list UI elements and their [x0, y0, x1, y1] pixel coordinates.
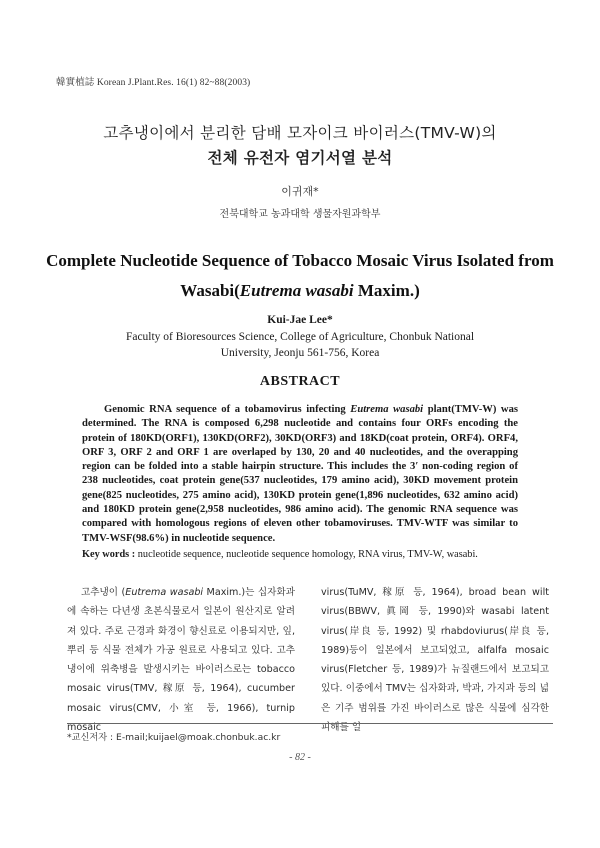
body-right-paragraph: virus(TuMV, 稼原 등, 1964), broad bean wilt virus(BBWV, 眞岡 등, 1990)와 wasabi latent virus(岸良 등, 1992) 및 rhabdoviurus(岸良 등, 1989)등이 일본에서 보고되었고, alfalfa mosaic virus(Fletcher 등, 1989)가 뉴질랜드에서 보고되고 있다. 이중에서 TMV는 십자화과, 박과, 가지과 등의 넓은 기주 범위를 가진 바이러스로 많은 식물에 심각한 피해를 일	[321, 587, 549, 734]
abstract-heading: ABSTRACT	[259, 374, 341, 389]
english-title-line2	[0, 281, 600, 301]
keywords	[82, 549, 572, 560]
korean-title-line1: 고추냉이에서 분리한 담배 모자이크 바이러스(TMV-W)의	[103, 124, 497, 142]
keywords-label: Key words :	[82, 549, 136, 560]
body-left-part1: 고추냉이 (	[81, 587, 126, 598]
body-left-species: Eutrema wasabi	[125, 587, 204, 598]
english-author: Kui-Jae Lee*	[267, 314, 333, 326]
english-title-prefix: Wasabi(	[180, 281, 240, 300]
korean-author: 이귀재*	[281, 185, 319, 198]
abstract-text-part1: Genomic RNA sequence of a tobamovirus infecting	[104, 404, 351, 415]
english-affiliation-line1: Faculty of Bioresources Science, College of Agriculture, Chonbuk National	[125, 331, 475, 343]
body-left-paragraph	[67, 583, 295, 737]
keywords-text: nucleotide sequence, nucleotide sequence homology, RNA virus, TMV-W, wasabi.	[135, 549, 478, 560]
english-title-species: Eutrema wasabi	[239, 281, 354, 300]
footnote-rule	[67, 723, 553, 724]
journal-header: 韓實植誌 Korean J.Plant.Res. 16(1) 82~88(2003)	[56, 78, 251, 88]
english-title-suffix: Maxim.)	[353, 281, 420, 300]
body-left-part2: Maxim.)는 십자화과에 속하는 다년생 초본식물로서 일본이 원산지로 알려져 있다. 주로 근경과 화경이 향신료로 이용되지만, 잎, 뿌리 등 식물 전체가 가공 원료로 사용되고 있다. 고추냉이에 위축병을 발생시키는 바이러스로는 tobacco mosaic virus(TMV, 稼原 등, 1964), cucumber mosaic virus(CMV, 小室 등, 1966), turnip mosaic	[67, 587, 295, 734]
english-affiliation-line2: University, Jeonju 561-756, Korea	[220, 347, 380, 359]
abstract-paragraph	[82, 403, 518, 546]
footnote-email: *교신저자 : E-mail;kuijael@moak.chonbuk.ac.kr	[67, 732, 281, 743]
abstract-text-part2: plant(TMV-W) was determined. The RNA is composed 6,298 nucleotide and contains four ORFs encoding the protein of 180KD(ORF1), 130KD(ORF2), 30KD(ORF3) and 18KD(coat protein, ORF4). ORF4, ORF 3, ORF 2 and ORF 1 are overlaped by 130, 20 and 40 nucleotides, and the overapping region can be folded into a stable hairpin structure. This includes the 3′ non-coding region of 238 nucleotides, coat protein gene(537 nucleotides, 179 amino acid), 30KD movement protein gene(825 nucleotides, 275 amino acid), 130KD protein gene(1,896 nucleotides, 632 amino acid) and 180KD protein gene(2,958 nucleotides, 986 amino acid). The genomic RNA sequence was compared with homologous regions of eleven other tobamoviruses. TMV-WTF was similar to TMV-WSF(98.6%) in nucleotide sequence.	[82, 404, 519, 544]
abstract-body	[82, 403, 518, 546]
page-number: - 82 -	[289, 752, 311, 763]
body-column-left	[67, 583, 295, 737]
korean-affiliation: 전북대학교 농과대학 생물자원과학부	[219, 209, 381, 220]
english-title-line1: Complete Nucleotide Sequence of Tobacco Mosaic Virus Isolated from	[46, 251, 554, 270]
korean-title-line2: 전체 유전자 염기서열 분석	[207, 149, 393, 167]
abstract-text-species: Eutrema wasabi	[350, 404, 424, 415]
body-column-right	[321, 583, 549, 737]
